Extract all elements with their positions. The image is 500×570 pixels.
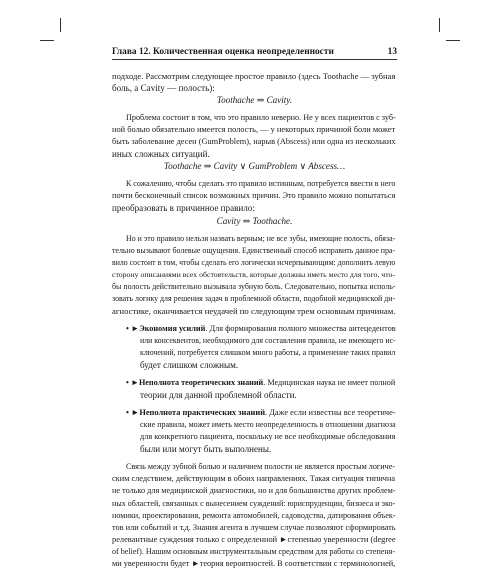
text-line: или консеквентов, необходимого для составления правила, не имеющего ис- bbox=[140, 335, 396, 345]
bullet-label: • ►Неполнота теоретических знаний bbox=[126, 378, 264, 388]
page-number: 13 bbox=[387, 47, 397, 57]
text-line: релевантные суждения только с определенной ►степенью уверенности (degree bbox=[112, 534, 396, 544]
text-line: • ►Экономия усилий. Для формирования полного множества антецедентов bbox=[126, 323, 396, 333]
text-line: были или могут быть выполнены. bbox=[140, 444, 272, 455]
text-line: ной болью обязательно имеется полость, — у некоторых причиной боли может bbox=[112, 125, 396, 135]
text-line: ных областей, связанных с вынесением суждений: юриспруденции, бизнеса и эко- bbox=[112, 498, 396, 508]
chapter-title: Глава 12. Количественная оценка неопределенности bbox=[112, 47, 334, 57]
text-line: зовать логику для решения задач в проблемной области, подобной медицинской ди- bbox=[112, 293, 396, 303]
crop-mark-top-left-h bbox=[40, 40, 54, 41]
text-line: Toothache ⇒ Cavity. bbox=[216, 95, 293, 106]
text-line: не только для медицинской диагностики, но и для большинства других проблем- bbox=[112, 486, 396, 496]
text-line: подходе. Рассмотрим следующее простое правило (здесь Toothache — зубная bbox=[112, 71, 396, 81]
text-line: боль, а Cavity — полость): bbox=[112, 83, 215, 94]
text-line: вило состоит в том, чтобы сделать его логически исчерпывающим: дополнить левую bbox=[112, 257, 396, 267]
text-line: теории для данной проблемной области. bbox=[140, 390, 297, 401]
text-line: преобразовать в причинное правило: bbox=[112, 203, 255, 214]
text-line: Связь между зубной болью и наличием полости не является простым логиче- bbox=[126, 462, 396, 472]
text-line: ми уверенности будет ►теория вероятностей. В соответствии с терминологией, bbox=[112, 558, 396, 568]
text-line: Toothache ⇒ Cavity ∨ GumProblem ∨ Abscess… bbox=[163, 161, 346, 172]
text-line: быть заболевание десен (GumProblem), нарыв (Abscess) или одна из нескольких bbox=[112, 137, 396, 147]
text-line: ским следствием, действующим в обоих направлениях. Такая ситуация типична bbox=[112, 474, 396, 484]
text-line: • ►Неполнота практических знаний. Даже если известны все теоретиче- bbox=[126, 408, 396, 418]
text-line: бы полость действительно вызывала зубную боль. Следовательно, попытка исполь- bbox=[112, 281, 396, 291]
text-line: тельно вызывают болевые ощущения. Единственный способ исправить данное пра- bbox=[112, 245, 396, 255]
text-line: К сожалению, чтобы сделать это правило истинным, потребуется ввести в него bbox=[126, 179, 396, 189]
text-line: номики, проектирования, ремонта автомобилей, садоводства, датирования объек- bbox=[112, 510, 396, 520]
text-line: Но и это правило нельзя назвать верным; не все зубы, имеющие полость, обяза- bbox=[126, 233, 396, 243]
crop-mark-top-right-h bbox=[446, 40, 460, 41]
text-line: для конкретного пациента, поскольку не все необходимые обследования bbox=[140, 432, 396, 442]
text-line: агностике, оканчивается неудачей по следующим трем основным причинам. bbox=[112, 305, 396, 316]
text-line: • ►Неполнота теоретических знаний. Медицинская наука не имеет полной bbox=[126, 378, 396, 388]
bullet-label: • ►Неполнота практических знаний bbox=[126, 408, 266, 418]
bullet-label: • ►Экономия усилий bbox=[126, 323, 206, 333]
text-line: тов или событий и т.д. Знания агента в лучшем случае позволяют сформировать bbox=[112, 522, 396, 532]
crop-mark-top-right-v bbox=[439, 18, 440, 32]
header-rule bbox=[112, 59, 397, 60]
text-line: иных сложных ситуаций. bbox=[112, 149, 210, 160]
text-line: ключений, потребуется слишком много работы, а применение таких правил bbox=[140, 347, 396, 357]
text-line: of belief). Нашим основным инструментальным средством для работы со степеня- bbox=[112, 546, 396, 556]
text-line: будет слишком сложным. bbox=[140, 360, 239, 371]
text-line: почти бесконечный список возможных причин. Это правило можно попытаться bbox=[112, 191, 396, 201]
crop-mark-top-left-v bbox=[60, 18, 61, 32]
text-line: Проблема состоит в том, что это правило неверно. Не у всех пациентов с зуб- bbox=[126, 113, 396, 123]
running-header bbox=[112, 46, 397, 58]
text-line: сторону описаниями всех обстоятельств, которые должны иметь место для того, что- bbox=[112, 269, 395, 279]
page-body bbox=[112, 70, 397, 570]
text-line: ские правила, может иметь место неопределенность в отношении диагноза bbox=[140, 420, 396, 430]
text-line: Cavity ⇒ Toothache. bbox=[216, 215, 293, 226]
